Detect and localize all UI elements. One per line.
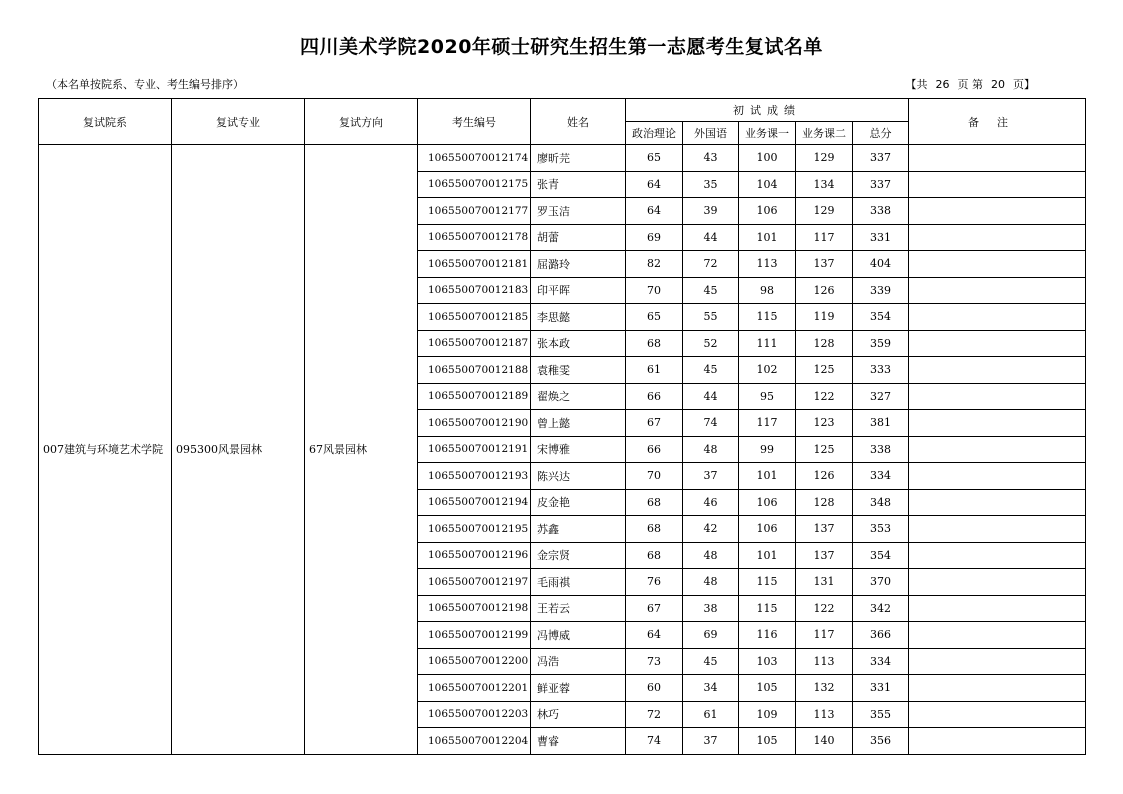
candidate-table <box>38 98 1086 755</box>
candidate-name-cell: 冯浩 <box>531 648 626 675</box>
course2-score-cell: 140 <box>796 728 853 755</box>
candidate-id-cell: 106550070012203 <box>418 701 531 728</box>
course1-score-cell: 105 <box>739 675 796 702</box>
header-candidate-id: 考生编号 <box>418 99 531 145</box>
candidate-name-cell: 胡蕾 <box>531 224 626 251</box>
remark-cell <box>909 224 1086 251</box>
candidate-id-cell: 106550070012189 <box>418 383 531 410</box>
course2-score-cell: 137 <box>796 251 853 278</box>
candidate-name-cell: 苏鑫 <box>531 516 626 543</box>
remark-cell <box>909 330 1086 357</box>
course1-score-cell: 98 <box>739 277 796 304</box>
page-info-suffix: 页】 <box>1013 78 1035 91</box>
politics-score-cell: 65 <box>626 304 683 331</box>
foreign-score-cell: 34 <box>683 675 739 702</box>
course2-score-cell: 134 <box>796 171 853 198</box>
remark-cell <box>909 728 1086 755</box>
total-score-cell: 334 <box>853 463 909 490</box>
foreign-score-cell: 52 <box>683 330 739 357</box>
politics-score-cell: 68 <box>626 542 683 569</box>
total-score-cell: 339 <box>853 277 909 304</box>
foreign-score-cell: 74 <box>683 410 739 437</box>
foreign-score-cell: 61 <box>683 701 739 728</box>
total-score-cell: 333 <box>853 357 909 384</box>
candidate-name-cell: 冯博威 <box>531 622 626 649</box>
total-score-cell: 404 <box>853 251 909 278</box>
page-total: 26 <box>935 78 950 91</box>
politics-score-cell: 64 <box>626 622 683 649</box>
remark-cell <box>909 542 1086 569</box>
foreign-score-cell: 55 <box>683 304 739 331</box>
politics-score-cell: 70 <box>626 463 683 490</box>
politics-score-cell: 69 <box>626 224 683 251</box>
remark-cell <box>909 277 1086 304</box>
candidate-id-cell: 106550070012204 <box>418 728 531 755</box>
candidate-id-cell: 106550070012201 <box>418 675 531 702</box>
politics-score-cell: 61 <box>626 357 683 384</box>
total-score-cell: 337 <box>853 171 909 198</box>
remark-cell <box>909 622 1086 649</box>
header-remarks: 备注 <box>909 99 1086 145</box>
course2-score-cell: 113 <box>796 648 853 675</box>
header-politics: 政治理论 <box>626 122 683 145</box>
course2-score-cell: 125 <box>796 357 853 384</box>
total-score-cell: 354 <box>853 304 909 331</box>
course2-score-cell: 122 <box>796 595 853 622</box>
politics-score-cell: 68 <box>626 330 683 357</box>
course1-score-cell: 104 <box>739 171 796 198</box>
total-score-cell: 366 <box>853 622 909 649</box>
total-score-cell: 334 <box>853 648 909 675</box>
foreign-score-cell: 37 <box>683 463 739 490</box>
total-score-cell: 370 <box>853 569 909 596</box>
total-score-cell: 381 <box>853 410 909 437</box>
foreign-score-cell: 37 <box>683 728 739 755</box>
total-score-cell: 359 <box>853 330 909 357</box>
remark-cell <box>909 516 1086 543</box>
course2-score-cell: 125 <box>796 436 853 463</box>
course2-score-cell: 113 <box>796 701 853 728</box>
candidate-id-cell: 106550070012193 <box>418 463 531 490</box>
foreign-score-cell: 45 <box>683 648 739 675</box>
course1-score-cell: 101 <box>739 542 796 569</box>
politics-score-cell: 68 <box>626 516 683 543</box>
politics-score-cell: 67 <box>626 410 683 437</box>
candidate-id-cell: 106550070012190 <box>418 410 531 437</box>
header-name: 姓名 <box>531 99 626 145</box>
total-score-cell: 348 <box>853 489 909 516</box>
candidate-name-cell: 罗玉洁 <box>531 198 626 225</box>
total-score-cell: 331 <box>853 224 909 251</box>
group-dept-cell: 007建筑与环境艺术学院 <box>39 145 172 755</box>
header-course1: 业务课一 <box>739 122 796 145</box>
table-header <box>39 99 1086 145</box>
candidate-name-cell: 屈潞玲 <box>531 251 626 278</box>
page-current: 20 <box>991 78 1005 91</box>
foreign-score-cell: 43 <box>683 145 739 172</box>
remark-cell <box>909 251 1086 278</box>
politics-score-cell: 64 <box>626 198 683 225</box>
page-info-mid: 页 第 <box>957 78 983 91</box>
candidate-id-cell: 106550070012183 <box>418 277 531 304</box>
candidate-id-cell: 106550070012185 <box>418 304 531 331</box>
candidate-name-cell: 张青 <box>531 171 626 198</box>
candidate-id-cell: 106550070012178 <box>418 224 531 251</box>
candidate-name-cell: 印平晖 <box>531 277 626 304</box>
candidate-id-cell: 106550070012181 <box>418 251 531 278</box>
politics-score-cell: 65 <box>626 145 683 172</box>
candidate-name-cell: 王若云 <box>531 595 626 622</box>
candidate-id-cell: 106550070012187 <box>418 330 531 357</box>
course2-score-cell: 126 <box>796 463 853 490</box>
candidate-name-cell: 袁稚雯 <box>531 357 626 384</box>
foreign-score-cell: 48 <box>683 436 739 463</box>
foreign-score-cell: 48 <box>683 569 739 596</box>
foreign-score-cell: 44 <box>683 224 739 251</box>
candidate-id-cell: 106550070012188 <box>418 357 531 384</box>
politics-score-cell: 68 <box>626 489 683 516</box>
total-score-cell: 338 <box>853 436 909 463</box>
total-score-cell: 355 <box>853 701 909 728</box>
remark-cell <box>909 675 1086 702</box>
politics-score-cell: 73 <box>626 648 683 675</box>
candidate-id-cell: 106550070012199 <box>418 622 531 649</box>
page-info-prefix: 【共 <box>905 78 928 91</box>
course1-score-cell: 95 <box>739 383 796 410</box>
politics-score-cell: 72 <box>626 701 683 728</box>
candidate-id-cell: 106550070012195 <box>418 516 531 543</box>
politics-score-cell: 64 <box>626 171 683 198</box>
foreign-score-cell: 46 <box>683 489 739 516</box>
header-foreign: 外国语 <box>683 122 739 145</box>
course1-score-cell: 109 <box>739 701 796 728</box>
remark-cell <box>909 595 1086 622</box>
candidate-name-cell: 皮金艳 <box>531 489 626 516</box>
page-info <box>902 76 1040 92</box>
header-major: 复试专业 <box>172 99 305 145</box>
sort-note: （本名单按院系、专业、考生编号排序） <box>46 78 244 91</box>
course2-score-cell: 117 <box>796 622 853 649</box>
course2-score-cell: 128 <box>796 489 853 516</box>
table-row <box>39 145 1086 172</box>
total-score-cell: 327 <box>853 383 909 410</box>
remark-cell <box>909 357 1086 384</box>
course2-score-cell: 122 <box>796 383 853 410</box>
header-dept: 复试院系 <box>39 99 172 145</box>
group-major-cell: 095300风景园林 <box>172 145 305 755</box>
header-initial-scores: 初试成绩 <box>626 99 909 122</box>
remark-cell <box>909 383 1086 410</box>
foreign-score-cell: 72 <box>683 251 739 278</box>
course1-score-cell: 117 <box>739 410 796 437</box>
page-title: 四川美术学院2020年硕士研究生招生第一志愿考生复试名单 <box>300 36 823 58</box>
course1-score-cell: 103 <box>739 648 796 675</box>
course1-score-cell: 99 <box>739 436 796 463</box>
total-score-cell: 354 <box>853 542 909 569</box>
total-score-cell: 338 <box>853 198 909 225</box>
politics-score-cell: 67 <box>626 595 683 622</box>
header-direction: 复试方向 <box>305 99 418 145</box>
remark-cell <box>909 648 1086 675</box>
course2-score-cell: 131 <box>796 569 853 596</box>
politics-score-cell: 66 <box>626 383 683 410</box>
course1-score-cell: 106 <box>739 489 796 516</box>
total-score-cell: 337 <box>853 145 909 172</box>
remark-cell <box>909 569 1086 596</box>
remark-cell <box>909 304 1086 331</box>
candidate-id-cell: 106550070012200 <box>418 648 531 675</box>
remark-cell <box>909 436 1086 463</box>
remark-cell <box>909 410 1086 437</box>
candidate-name-cell: 曾上懿 <box>531 410 626 437</box>
candidate-id-cell: 106550070012196 <box>418 542 531 569</box>
course1-score-cell: 102 <box>739 357 796 384</box>
course1-score-cell: 115 <box>739 569 796 596</box>
candidate-name-cell: 鲜亚蓉 <box>531 675 626 702</box>
course1-score-cell: 106 <box>739 516 796 543</box>
course1-score-cell: 101 <box>739 224 796 251</box>
politics-score-cell: 74 <box>626 728 683 755</box>
header-course2: 业务课二 <box>796 122 853 145</box>
candidate-id-cell: 106550070012174 <box>418 145 531 172</box>
candidate-id-cell: 106550070012175 <box>418 171 531 198</box>
course2-score-cell: 117 <box>796 224 853 251</box>
candidate-name-cell: 毛雨祺 <box>531 569 626 596</box>
candidate-name-cell: 张本政 <box>531 330 626 357</box>
candidate-name-cell: 廖昕芫 <box>531 145 626 172</box>
candidate-name-cell: 金宗贤 <box>531 542 626 569</box>
foreign-score-cell: 42 <box>683 516 739 543</box>
course1-score-cell: 105 <box>739 728 796 755</box>
foreign-score-cell: 35 <box>683 171 739 198</box>
course2-score-cell: 129 <box>796 198 853 225</box>
total-score-cell: 331 <box>853 675 909 702</box>
course1-score-cell: 116 <box>739 622 796 649</box>
foreign-score-cell: 69 <box>683 622 739 649</box>
foreign-score-cell: 45 <box>683 277 739 304</box>
course1-score-cell: 106 <box>739 198 796 225</box>
politics-score-cell: 82 <box>626 251 683 278</box>
remark-cell <box>909 489 1086 516</box>
course2-score-cell: 126 <box>796 277 853 304</box>
foreign-score-cell: 39 <box>683 198 739 225</box>
course1-score-cell: 115 <box>739 595 796 622</box>
candidate-name-cell: 翟焕之 <box>531 383 626 410</box>
group-direction-cell: 67风景园林 <box>305 145 418 755</box>
candidate-name-cell: 陈兴达 <box>531 463 626 490</box>
course2-score-cell: 137 <box>796 516 853 543</box>
foreign-score-cell: 44 <box>683 383 739 410</box>
remark-cell <box>909 145 1086 172</box>
course2-score-cell: 132 <box>796 675 853 702</box>
candidate-name-cell: 宋博雅 <box>531 436 626 463</box>
candidate-name-cell: 曹睿 <box>531 728 626 755</box>
politics-score-cell: 70 <box>626 277 683 304</box>
remark-cell <box>909 463 1086 490</box>
candidate-id-cell: 106550070012197 <box>418 569 531 596</box>
candidate-id-cell: 106550070012194 <box>418 489 531 516</box>
politics-score-cell: 60 <box>626 675 683 702</box>
candidate-id-cell: 106550070012191 <box>418 436 531 463</box>
remark-cell <box>909 701 1086 728</box>
course1-score-cell: 101 <box>739 463 796 490</box>
remark-cell <box>909 171 1086 198</box>
course1-score-cell: 113 <box>739 251 796 278</box>
course2-score-cell: 128 <box>796 330 853 357</box>
politics-score-cell: 66 <box>626 436 683 463</box>
course2-score-cell: 119 <box>796 304 853 331</box>
total-score-cell: 356 <box>853 728 909 755</box>
foreign-score-cell: 38 <box>683 595 739 622</box>
foreign-score-cell: 45 <box>683 357 739 384</box>
table-body <box>39 145 1086 755</box>
course2-score-cell: 137 <box>796 542 853 569</box>
politics-score-cell: 76 <box>626 569 683 596</box>
candidate-name-cell: 林巧 <box>531 701 626 728</box>
course1-score-cell: 111 <box>739 330 796 357</box>
total-score-cell: 353 <box>853 516 909 543</box>
candidate-name-cell: 李思懿 <box>531 304 626 331</box>
foreign-score-cell: 48 <box>683 542 739 569</box>
course2-score-cell: 123 <box>796 410 853 437</box>
total-score-cell: 342 <box>853 595 909 622</box>
course2-score-cell: 129 <box>796 145 853 172</box>
course1-score-cell: 100 <box>739 145 796 172</box>
course1-score-cell: 115 <box>739 304 796 331</box>
remark-cell <box>909 198 1086 225</box>
candidate-id-cell: 106550070012177 <box>418 198 531 225</box>
candidate-id-cell: 106550070012198 <box>418 595 531 622</box>
header-total: 总分 <box>853 122 909 145</box>
